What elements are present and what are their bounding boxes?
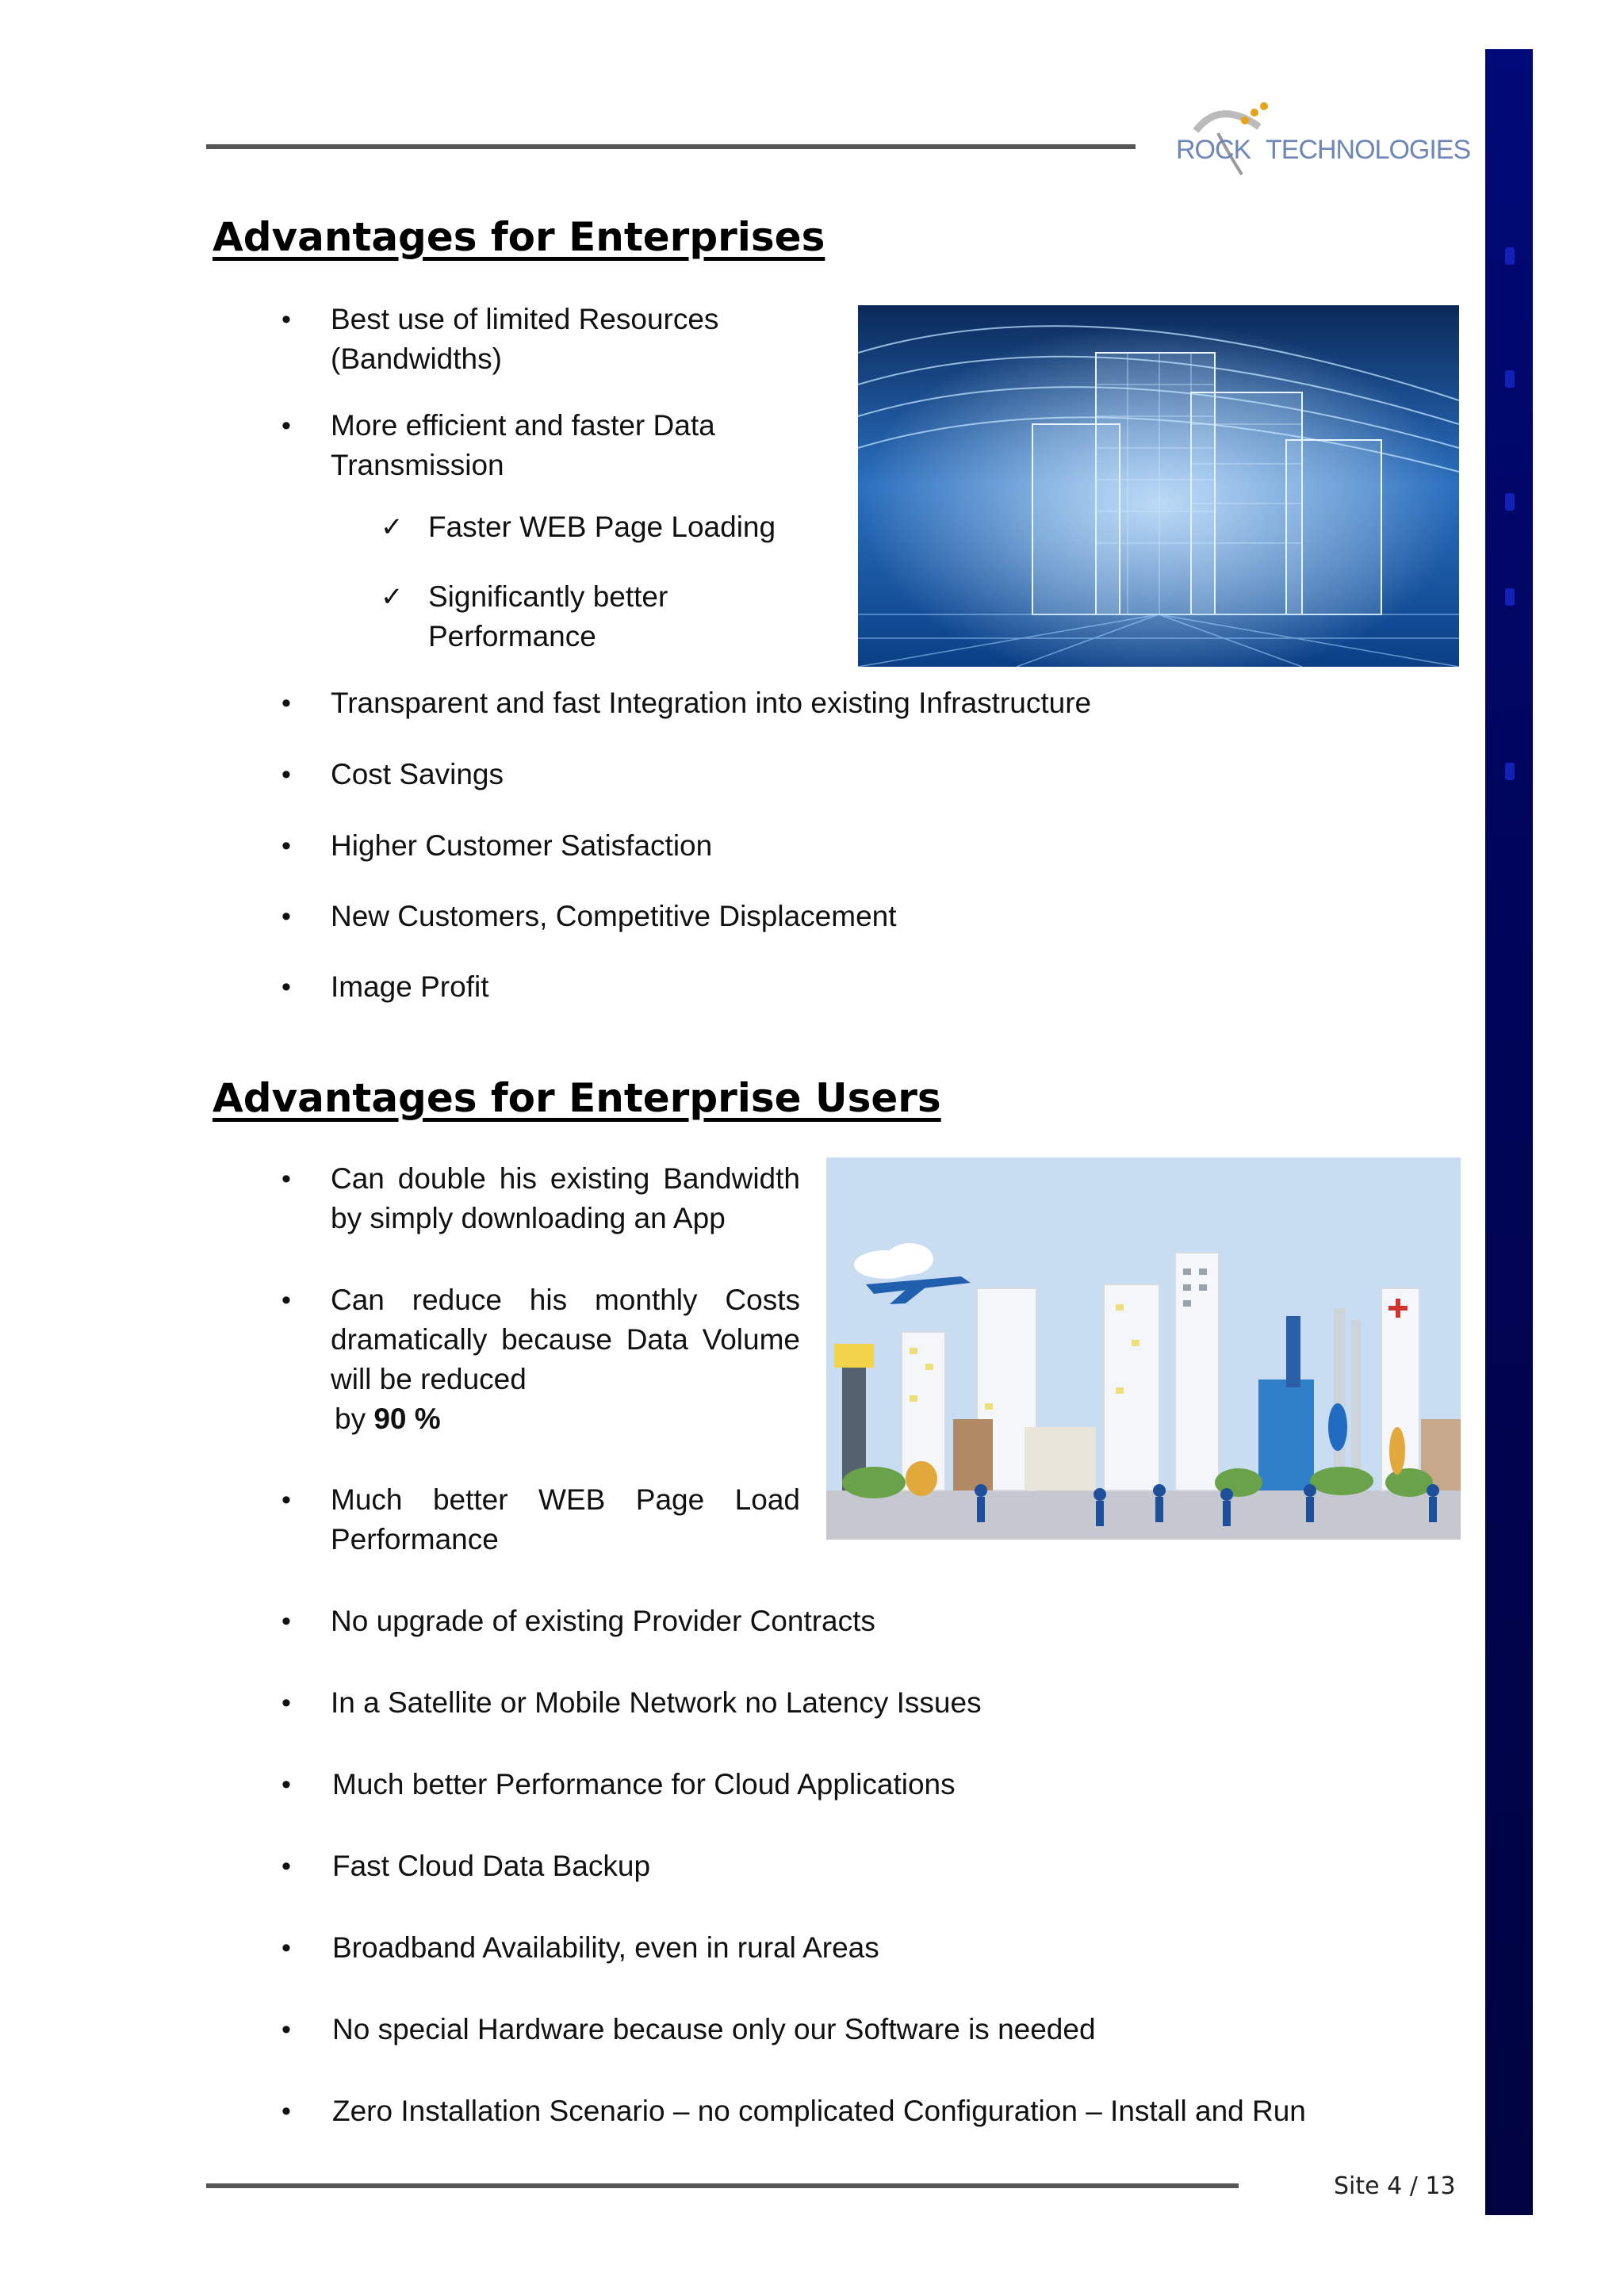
bullet-icon: • bbox=[282, 1933, 291, 1963]
bullet-icon: • bbox=[282, 1851, 291, 1881]
list-item-text: Zero Installation Scenario – no complicated Configuration – Install and Run bbox=[332, 2095, 1306, 2127]
checkmark-icon: ✓ bbox=[381, 582, 404, 612]
bullet-icon: • bbox=[282, 688, 291, 718]
sidebar-bar bbox=[1485, 49, 1533, 2215]
list-item-text: Much better Performance for Cloud Applications bbox=[332, 1768, 956, 1800]
logo-text-technologies: TECHNOLOGIES bbox=[1266, 135, 1471, 165]
list-item-text: Transparent and fast Integration into existing Infrastructure bbox=[331, 687, 1092, 719]
footer-rule bbox=[206, 2183, 1239, 2188]
header-rule bbox=[206, 144, 1136, 149]
list-item-text: Higher Customer Satisfaction bbox=[331, 829, 713, 862]
city-illustration-image bbox=[826, 1158, 1461, 1540]
reduction-percent: 90 % bbox=[373, 1402, 441, 1435]
bullet-icon: • bbox=[282, 1770, 291, 1800]
bullet-icon: • bbox=[282, 1606, 291, 1636]
page-number: Site 4 / 13 bbox=[1334, 2172, 1456, 2200]
bullet-icon: • bbox=[282, 760, 291, 790]
by-text: by bbox=[335, 1402, 366, 1435]
bullet-icon: • bbox=[282, 901, 291, 932]
checkmark-icon: ✓ bbox=[381, 512, 404, 542]
logo-text-rock: ROCK bbox=[1176, 135, 1251, 165]
list-item-text: No upgrade of existing Provider Contracts bbox=[331, 1605, 875, 1637]
reduction-line bbox=[335, 1399, 573, 1439]
company-logo bbox=[1172, 95, 1471, 182]
list-item-text: No special Hardware because only our Software is needed bbox=[332, 2013, 1096, 2045]
sidebar-dot bbox=[1505, 370, 1515, 388]
bullet-icon: • bbox=[282, 1688, 291, 1718]
bullet-icon: • bbox=[282, 1164, 291, 1194]
list-item-text: Can reduce his monthly Costs dramatically because Data Volume will be reduced bbox=[331, 1284, 800, 1395]
sidebar-dot bbox=[1505, 588, 1515, 606]
list-item-text: Faster WEB Page Loading bbox=[428, 511, 776, 543]
list-item-text: Image Profit bbox=[331, 970, 489, 1003]
sidebar-dot bbox=[1505, 247, 1515, 265]
bullet-icon: • bbox=[282, 411, 291, 441]
sidebar-dot bbox=[1505, 763, 1515, 780]
list-item-text: In a Satellite or Mobile Network no Latency Issues bbox=[331, 1686, 982, 1719]
bullet-icon: • bbox=[282, 1285, 291, 1315]
list-item-text: New Customers, Competitive Displacement bbox=[331, 900, 897, 932]
bullet-icon: • bbox=[282, 2015, 291, 2045]
bullet-icon: • bbox=[282, 831, 291, 861]
section-title-enterprise-users: Advantages for Enterprise Users bbox=[213, 1075, 941, 1121]
list-item-text: Significantly better Performance bbox=[428, 580, 668, 652]
section-title-enterprises: Advantages for Enterprises bbox=[213, 214, 825, 260]
bullet-icon: • bbox=[282, 1485, 291, 1515]
list-item-text: Much better WEB Page Load Performance bbox=[331, 1483, 800, 1556]
bullet-icon: • bbox=[282, 972, 291, 1002]
list-item-text: Broadband Availability, even in rural Areas bbox=[332, 1931, 879, 1964]
bullet-icon: • bbox=[282, 2096, 291, 2126]
list-item-text: Best use of limited Resources (Bandwidths) bbox=[331, 303, 719, 375]
digital-building-image bbox=[858, 305, 1459, 667]
sidebar-dot bbox=[1505, 493, 1515, 511]
bullet-icon: • bbox=[282, 304, 291, 335]
list-item-text: More efficient and faster Data Transmission bbox=[331, 409, 715, 481]
list-item-text: Fast Cloud Data Backup bbox=[332, 1850, 651, 1882]
list-item-text: Can double his existing Bandwidth by simply downloading an App bbox=[331, 1162, 800, 1234]
list-item-text: Cost Savings bbox=[331, 758, 504, 790]
